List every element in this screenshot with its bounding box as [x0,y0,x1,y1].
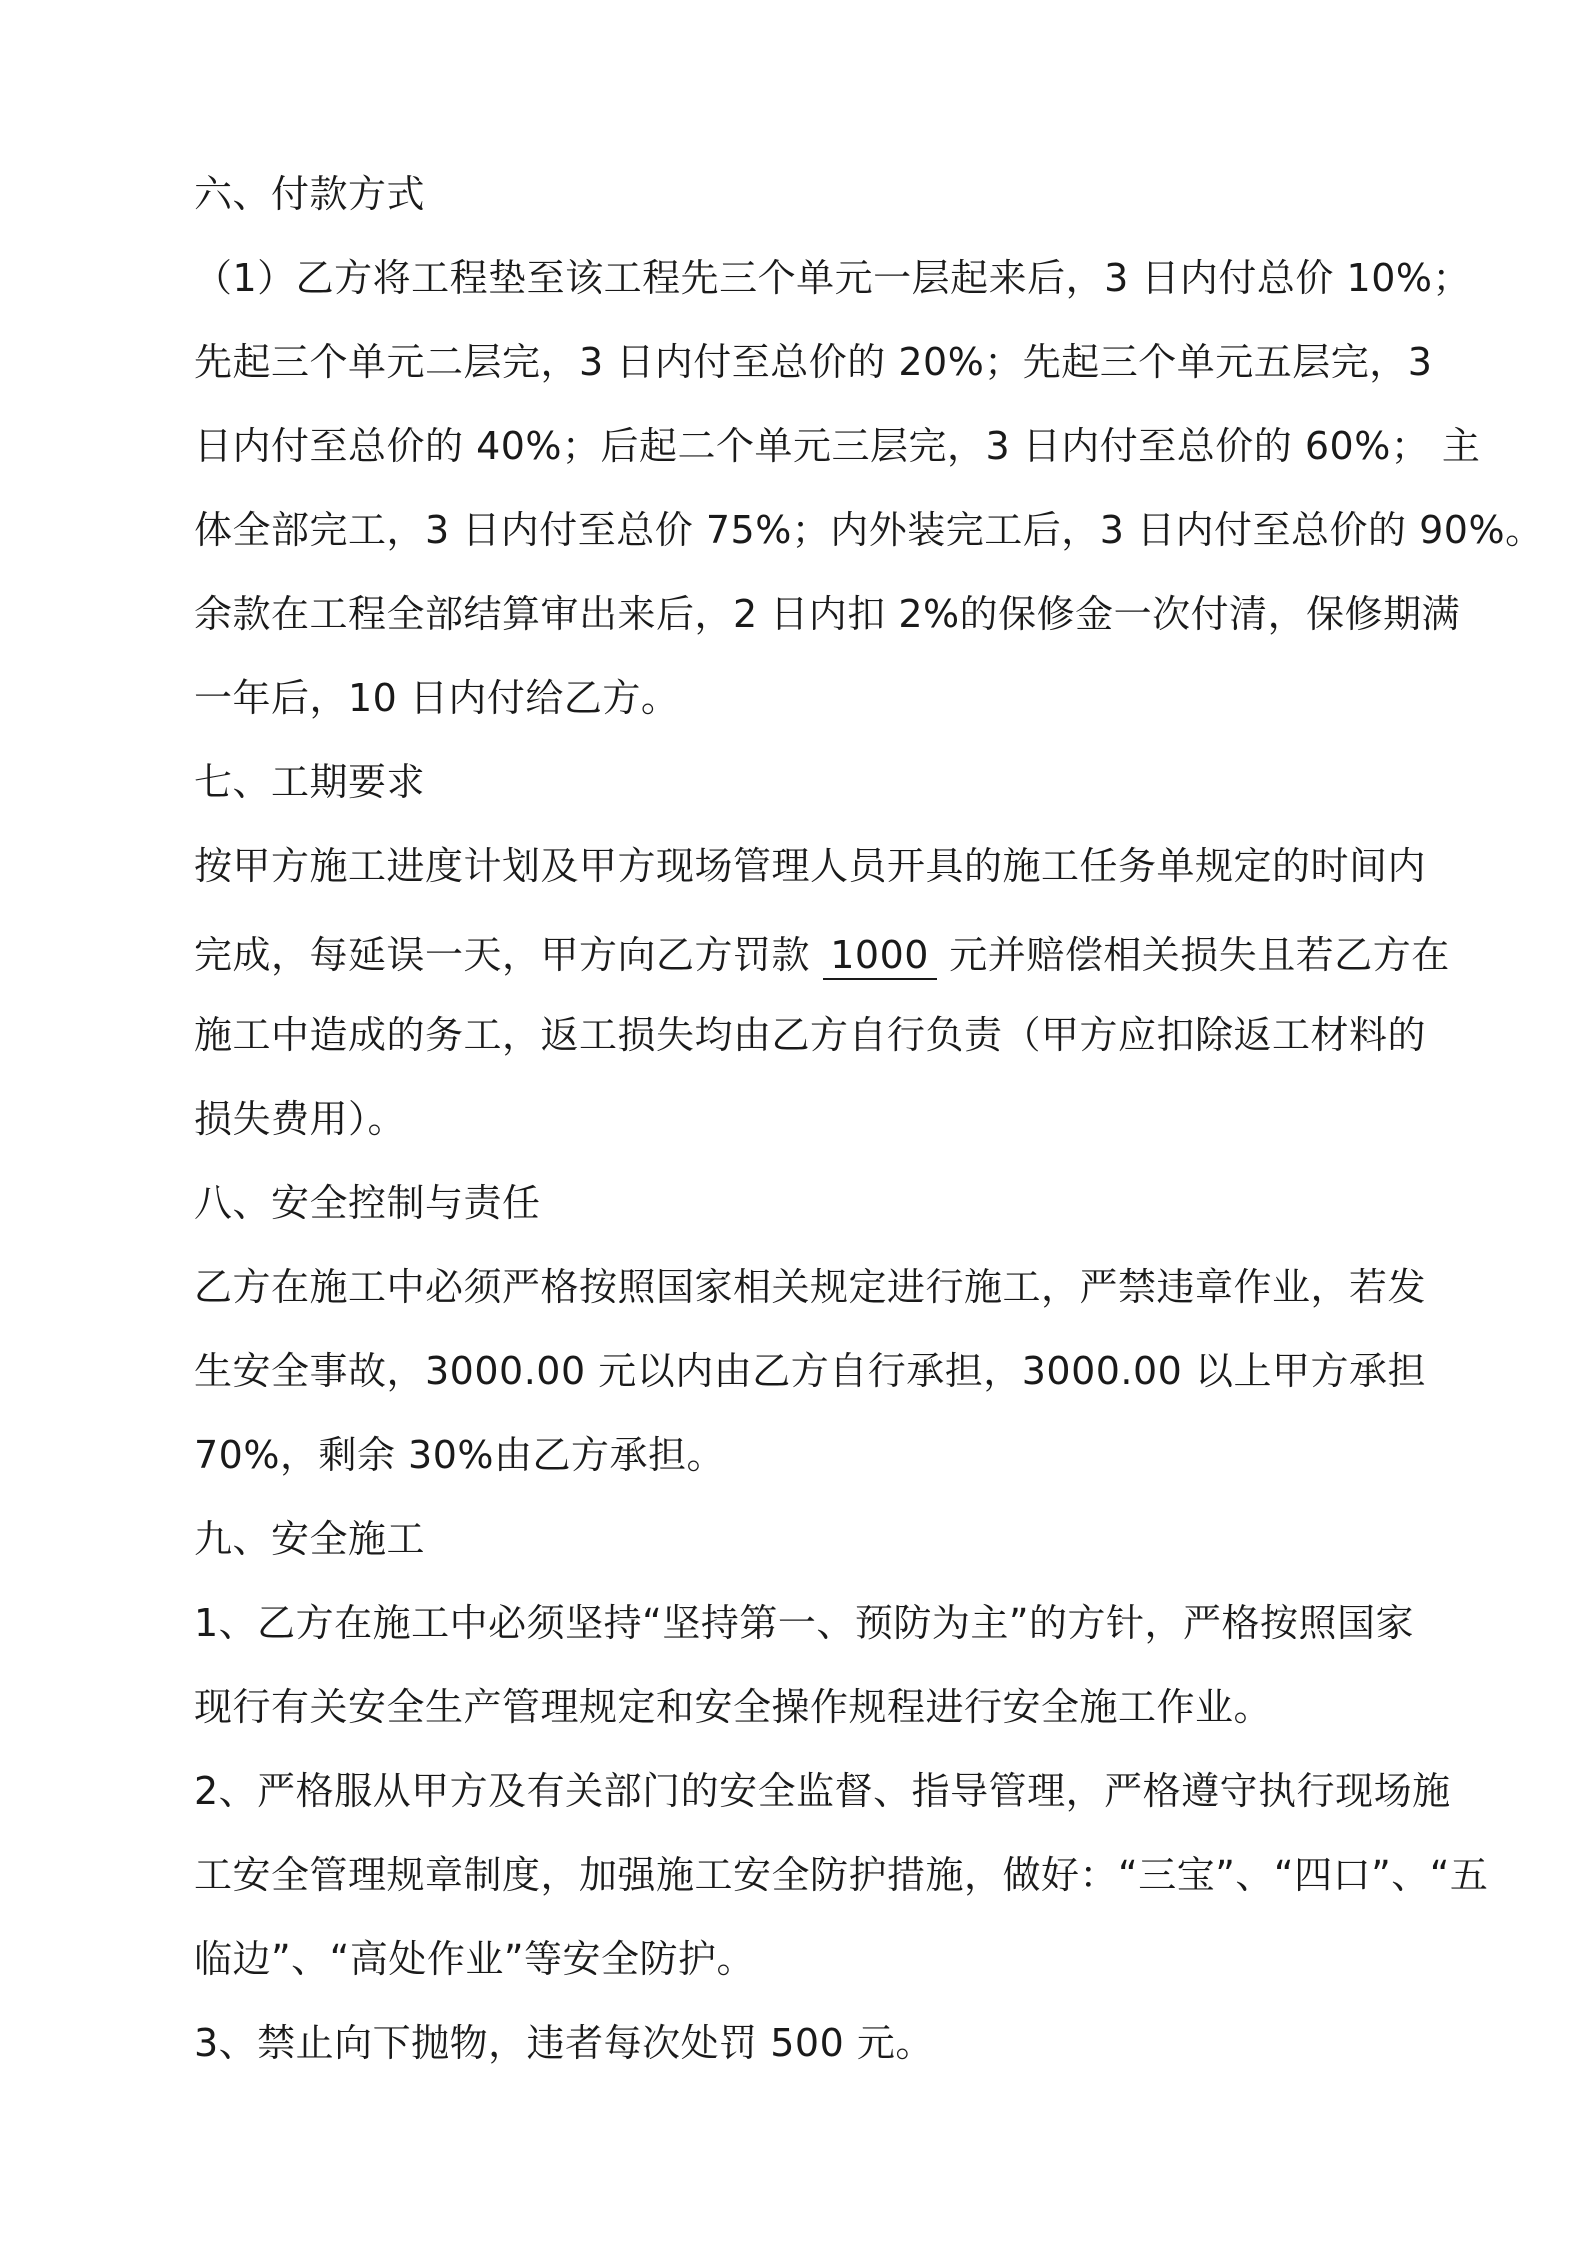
paragraph-line: 临边”、“高处作业”等安全防护。 [194,1937,756,1981]
penalty-text-after: 元并赔偿相关损失且若乙方在 [949,933,1450,977]
paragraph-line: 日内付至总价的 40%；后起二个单元三层完，3 日内付至总价的 60%； 主 [194,424,1481,468]
penalty-text-before: 完成，每延误一天，甲方向乙方罚款 [194,933,811,977]
paragraph-line: 余款在工程全部结算审出来后，2 日内扣 2%的保修金一次付清，保修期满 [194,592,1461,636]
paragraph-line: （1）乙方将工程垫至该工程先三个单元一层起来后，3 日内付总价 10%； [194,256,1471,300]
section-heading-payment: 六、付款方式 [194,172,426,216]
paragraph-line: 70%，剩余 30%由乙方承担。 [194,1433,726,1477]
paragraph-line: 生安全事故，3000.00 元以内由乙方自行承担，3000.00 以上甲方承担 [194,1349,1426,1393]
paragraph-line: 1、乙方在施工中必须坚持“坚持第一、预防为主”的方针，严格按照国家 [194,1601,1415,1645]
paragraph-line: 体全部完工，3 日内付至总价 75%；内外装完工后，3 日内付至总价的 90%。 [194,508,1544,552]
section-heading-safe-construction: 九、安全施工 [194,1517,426,1561]
paragraph-line: 现行有关安全生产管理规定和安全操作规程进行安全施工作业。 [194,1685,1273,1729]
section-heading-safety-control: 八、安全控制与责任 [194,1181,541,1225]
paragraph-line: 施工中造成的务工，返工损失均由乙方自行负责（甲方应扣除返工材料的 [194,1013,1427,1057]
paragraph-line: 工安全管理规章制度，加强施工安全防护措施，做好：“三宝”、“四口”、“五 [194,1853,1489,1897]
paragraph-line: 乙方在施工中必须严格按照国家相关规定进行施工，严禁违章作业，若发 [194,1265,1427,1309]
paragraph-line: 先起三个单元二层完，3 日内付至总价的 20%；先起三个单元五层完，3 [194,340,1433,384]
paragraph-line: 一年后，10 日内付给乙方。 [194,676,680,720]
penalty-amount: 1000 [823,932,937,980]
paragraph-line: 损失费用）。 [194,1097,407,1141]
paragraph-line: 按甲方施工进度计划及甲方现场管理人员开具的施工任务单规定的时间内 [194,844,1427,888]
penalty-line [194,929,1450,981]
section-heading-schedule: 七、工期要求 [194,760,426,804]
paragraph-line: 2、严格服从甲方及有关部门的安全监督、指导管理，严格遵守执行现场施 [194,1769,1451,1813]
paragraph-line: 3、禁止向下抛物，违者每次处罚 500 元。 [194,2021,934,2065]
